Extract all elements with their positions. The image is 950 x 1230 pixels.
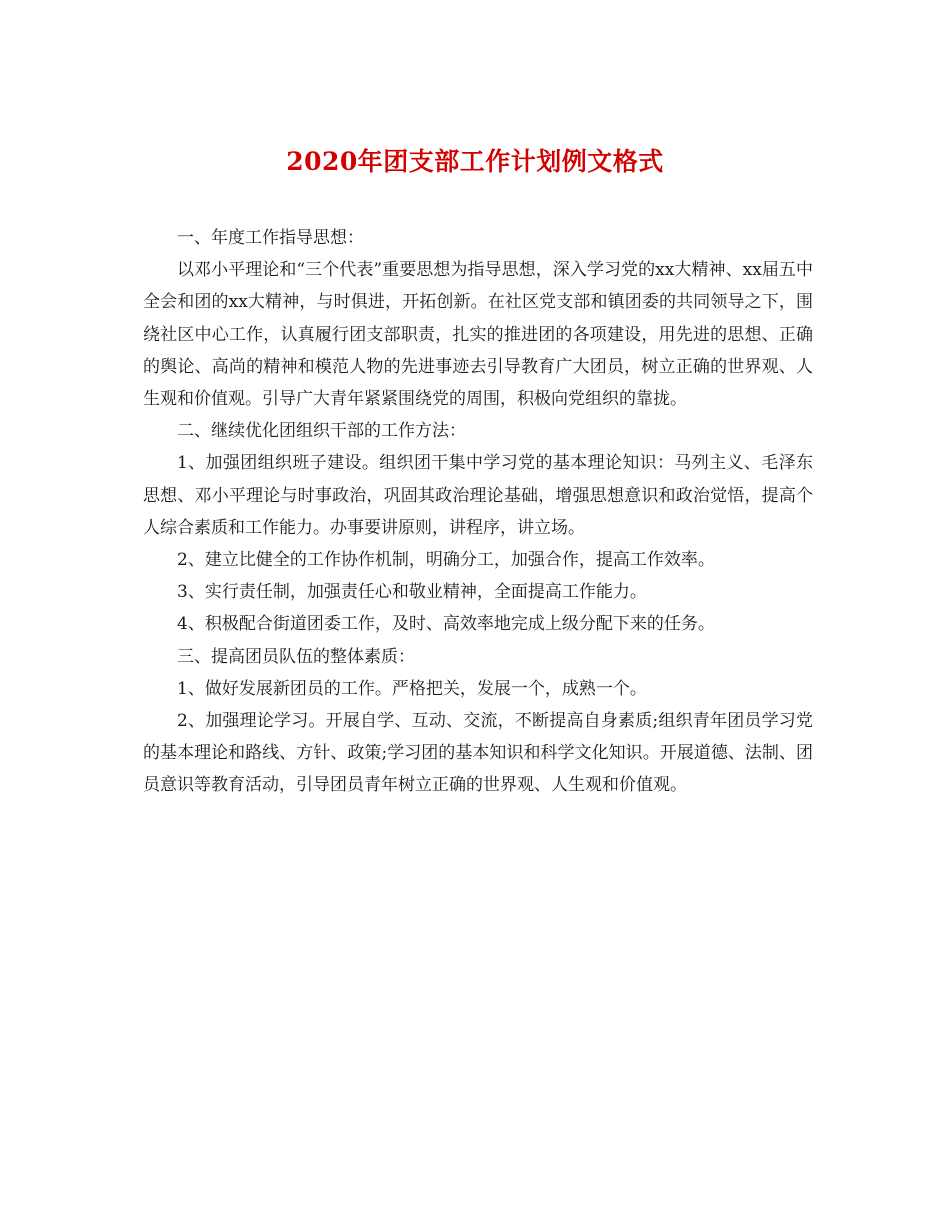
paragraph-item-2-2: 2、建立比健全的工作协作机制，明确分工，加强合作，提高工作效率。 [177,550,715,571]
document-body [143,222,813,802]
paragraph-guiding-ideology: 以邓小平理论和“三个代表”重要思想为指导思想，深入学习党的xx大精神、xx届五中全会和团的xx大精神，与时俱进，开拓创新。在社区党支部和镇团委的共同领导之下，围绕社区中心工作，认真履行团支部职责，扎实的推进团的各项建设，用先进的思想、正确的舆论、高尚的精神和模范人物的先进事迹去引导教育广大团员，树立正确的世界观、人生观和价值观。引导广大青年紧紧围绕党的周围，积极向党组织的靠拢。 [143,260,813,410]
paragraph-item-2-3: 3、实行责任制，加强责任心和敬业精神，全面提高工作能力。 [177,582,647,603]
section-heading-3: 三、提高团员队伍的整体素质： [177,646,415,667]
paragraph-item-2-1: 1、加强团组织班子建设。组织团干集中学习党的基本理论知识：马列主义、毛泽东思想、邓小平理论与时事政治，巩固其政治理论基础，增强思想意识和政治觉悟，提高个人综合素质和工作能力。办事要讲原则，讲程序，讲立场。 [143,453,813,538]
document-title: 2020年团支部工作计划例文格式 [286,147,664,176]
section-heading-1: 一、年度工作指导思想： [177,228,364,248]
paragraph-item-3-1: 1、做好发展新团员的工作。严格把关，发展一个，成熟一个。 [177,678,647,699]
section-heading-2: 二、继续优化团组织干部的工作方法： [177,421,466,442]
paragraph-item-3-2: 2、加强理论学习。开展自学、互动、交流，不断提高自身素质;组织青年团员学习党的基本理论和路线、方针、政策;学习团的基本知识和科学文化知识。开展道德、法制、团员意识等教育活动，引导团员青年树立正确的世界观、人生观和价值观。 [143,711,813,796]
paragraph-item-2-4: 4、积极配合街道团委工作，及时、高效率地完成上级分配下来的任务。 [177,614,715,635]
